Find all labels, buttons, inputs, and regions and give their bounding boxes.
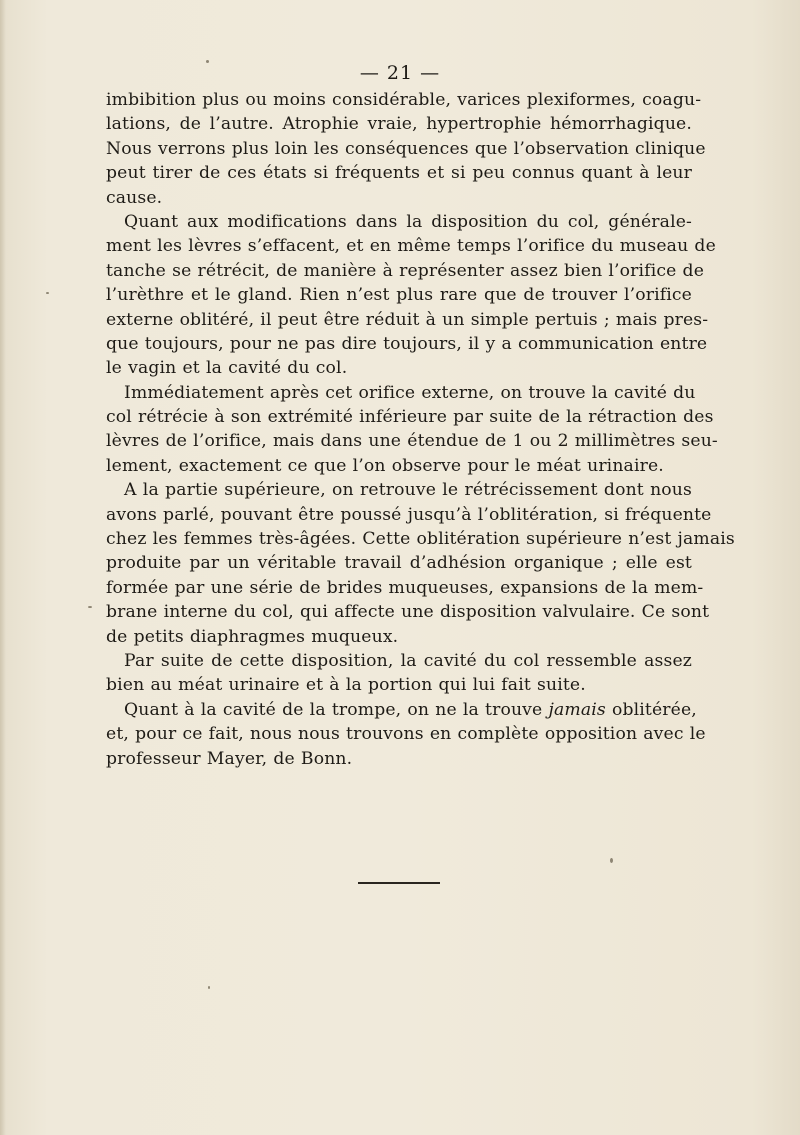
text-line: brane interne du col, qui affecte une disposition valvulaire. Ce sont — [106, 602, 710, 623]
text-line: bien au méat urinaire et à la portion qui lui fait suite. — [106, 675, 586, 696]
paragraph-start: Quant à la cavité de la trompe, on ne la trouve jamais oblitérée, — [124, 699, 697, 720]
text-line: imbibition plus ou moins considérable, varices plexiformes, coagu- — [106, 90, 702, 110]
paragraph-start: Par suite de cette disposition, la cavité du col ressemble assez — [124, 650, 692, 671]
text-line: lèvres de l’orifice, mais dans une étendue de 1 ou 2 millimètres seu- — [106, 431, 718, 452]
paragraph-start: Immédiatement après cet orifice externe, on trouve la cavité du — [124, 382, 696, 403]
text-line: formée par une série de brides muqueuses, expansions de la mem- — [106, 577, 704, 598]
text-line: col rétrécie à son extrémité inférieure par suite de la rétraction des — [106, 407, 714, 428]
paper-speck — [610, 858, 613, 863]
paper-speck — [208, 986, 210, 989]
body-text — [106, 88, 735, 771]
paper-speck — [206, 60, 209, 63]
text-line: le vagin et la cavité du col. — [106, 358, 348, 379]
paper-speck — [88, 606, 92, 608]
paper-speck — [46, 292, 49, 294]
end-rule — [358, 882, 440, 884]
page-edge-shadow — [0, 0, 6, 1135]
text-line: Nous verrons plus loin les conséquences que l’observation clinique — [106, 138, 706, 159]
text-line: et, pour ce fait, nous nous trouvons en complète opposition avec le — [106, 724, 706, 745]
text-line: produite par un véritable travail d’adhésion organique ; elle est — [106, 553, 692, 574]
text-line: peut tirer de ces états si fréquents et si peu connus quant à leur — [106, 163, 692, 184]
text-line: lations, de l’autre. Atrophie vraie, hypertrophie hémorrhagique. — [106, 114, 692, 135]
text-line: l’urèthre et le gland. Rien n’est plus rare que de trouver l’orifice — [106, 285, 692, 306]
text-line: externe oblitéré, il peut être réduit à un simple pertuis ; mais pres- — [106, 309, 709, 330]
emphasis-jamais: jamais — [548, 699, 606, 720]
text-line: cause. — [106, 187, 163, 208]
text-line: que toujours, pour ne pas dire toujours, il y a communication entre — [106, 333, 708, 354]
text-line: ment les lèvres s’effacent, et en même temps l’orifice du museau de — [106, 236, 716, 257]
page-number: — 21 — — [359, 62, 441, 84]
text-line: avons parlé, pouvant être poussé jusqu’à l’oblitération, si fréquente — [106, 504, 712, 525]
text-line: professeur Mayer, de Bonn. — [106, 748, 353, 769]
text-line: chez les femmes très-âgées. Cette oblitération supérieure n’est jamais — [106, 529, 735, 550]
text-line: de petits diaphragmes muqueux. — [106, 626, 399, 647]
paragraph-start: A la partie supérieure, on retrouve le rétrécissement dont nous — [124, 480, 692, 501]
text-line: tanche se rétrécit, de manière à représenter assez bien l’orifice de — [106, 260, 705, 281]
paragraph-start: Quant aux modifications dans la disposition du col, générale- — [124, 211, 692, 232]
text-line: lement, exactement ce que l’on observe pour le méat urinaire. — [106, 455, 664, 476]
